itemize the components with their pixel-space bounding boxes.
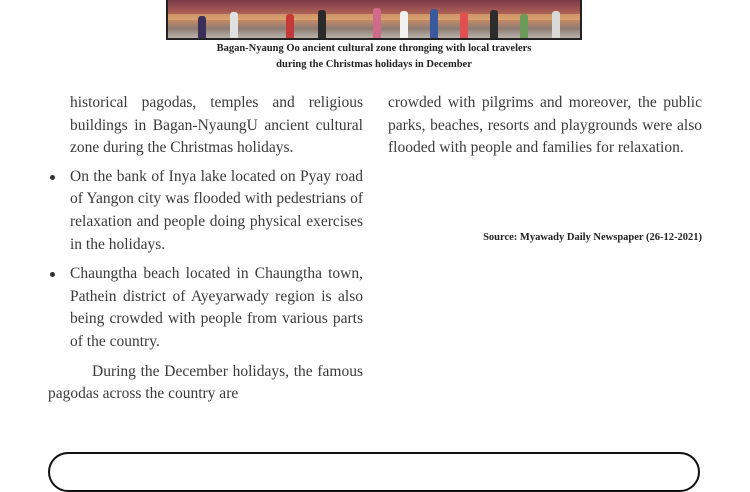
list-item: On the bank of Inya lake located on Pyay road of Yangon city was flooded with pedestrians of relaxation and people doing physical exercises in the holidays. bbox=[48, 166, 363, 256]
photo-caption-line-2: during the Christmas holidays in December bbox=[276, 59, 472, 70]
intro-text: historical pagodas, temples and religious buildings in Bagan-NyaungU ancient cultural zone during the Christmas holidays. bbox=[70, 94, 363, 157]
left-column bbox=[48, 92, 363, 406]
right-column bbox=[388, 92, 702, 160]
list-item: Chaungtha beach located in Chaungtha town, Pathein district of Ayeyarwady region is also being crowded with people from various parts of the country. bbox=[48, 263, 363, 353]
right-column-text: crowded with pilgrims and moreover, the public parks, beaches, resorts and playgrounds were also flooded with people and families for relaxation. bbox=[388, 94, 702, 157]
source-credit: Source: Myawady Daily Newspaper (26-12-2021) bbox=[483, 232, 702, 243]
bullet-list bbox=[48, 166, 363, 354]
holiday-paragraph: During the December holidays, the famous pagodas across the country are bbox=[48, 362, 363, 403]
photo-caption-line-1: Bagan-Nyaung Oo ancient cultural zone thronging with local travelers bbox=[216, 43, 532, 54]
festival-photo bbox=[166, 0, 582, 40]
bottom-frame bbox=[48, 452, 700, 492]
